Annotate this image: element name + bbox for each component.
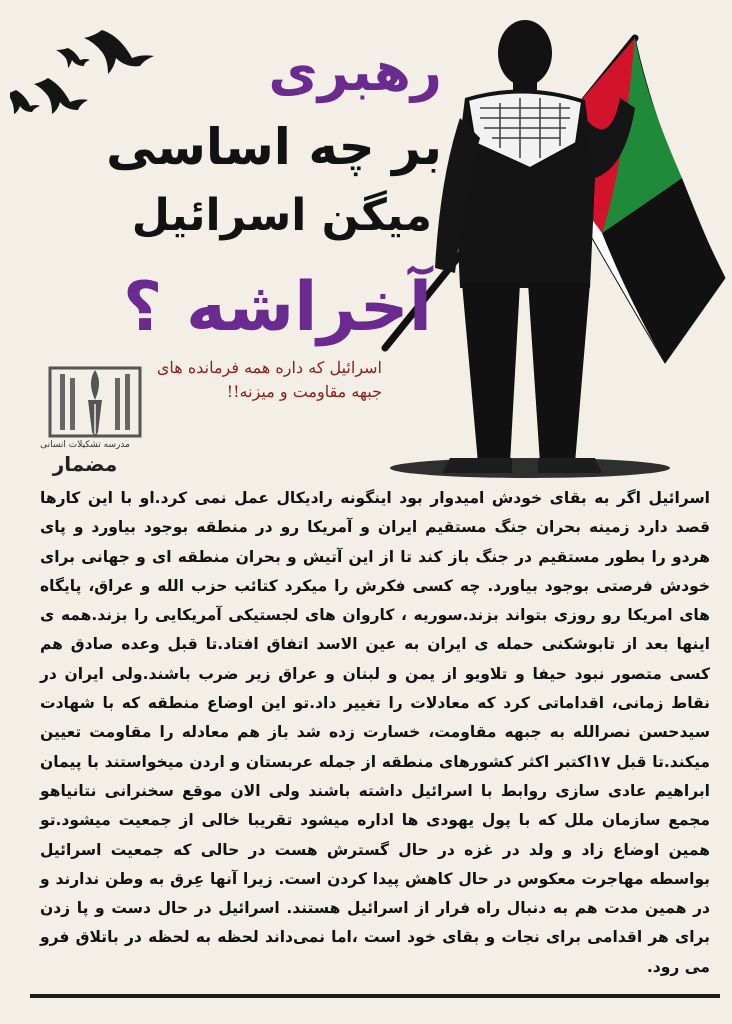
title-line-4: آخراشه ؟ xyxy=(122,268,432,347)
logo-name: مضمار xyxy=(52,452,118,476)
title-line-3: میگن اسرائیل xyxy=(131,190,432,241)
bottom-divider xyxy=(30,994,720,998)
logo-caption: مدرسه تشکیلات انسانی xyxy=(40,440,130,450)
subtitle: اسرائیل که داره همه فرمانده های جبهه مقاومت و میزنه!! xyxy=(156,358,382,401)
title-line-2: بر چه اساسی xyxy=(106,118,442,176)
body-paragraph: اسرائیل اگر به بقای خودش امیدوار بود اینگونه رادیکال عمل نمی کرد.او با این کارها قصد دارد زمینه بحران جنگ مستقیم ایران و آمریکا رو در منطقه بوجود بیاورد و پای هردو را بطور مستقیم در جنگ باز کند تا از این آتیش و بحران منطقه ای و جهانی برای خودش فرصتی بوجود بیاورد. چه کسی فکرش را میکرد کتائب حزب الله و عراق، پایگاه های امریکا رو روزی بتواند بزند.سوریه ، کاروان های لجستیکی آمریکایی را بزند.همه ی اینها بعد از تابوشکنی حمله ی ایران به عین الاسد اتفاق افتاد.تا قبل وعده صادق هم کسی متصور نبود حیفا و تلاویو از یمن و لبنان و عراق زیر ضرب باشند.ولی ایران در نقاط زمانی، اقداماتی کرد که معادلات را تغییر داد.تو این اوضاع منطقه که با شهادت سیدحسن نصرالله به جبهه مقاومت، خسارت زده شد باز هم معادله را مقاومت تعیین میکند.تا قبل ۱۷اکتبر اکثر کشورهای منطقه از جمله عربستان و اردن میخواستند با پیمان ابراهیم عادی سازی روابط با اسرائیل داشته باشند ولی الان موقع سخنرانی نتانیاهو مجمع سازمان ملل که با پول یهودی ها اداره میشود تقریبا خالی از جمعیت میشود.تو همین اوضاع زاد و ولد در غزه در حال گسترش هست در حالی که جمعیت اسرائیل بواسطه مهاجرت معکوس در حال کاهش پیدا کردن است. زیرا آنها عِرق به وطن ندارند و در همین مدت هم به دنبال راه فرار از اسرائیل هستند. اسرائیل در حال دست و پا زدن برای هر اقدامی برای نجات و بقای خود است ،اما نمی‌داند لحظه به لحظه در باتلاق فرو می رود. xyxy=(40,489,710,976)
title-line-1: رهبری xyxy=(268,40,442,103)
